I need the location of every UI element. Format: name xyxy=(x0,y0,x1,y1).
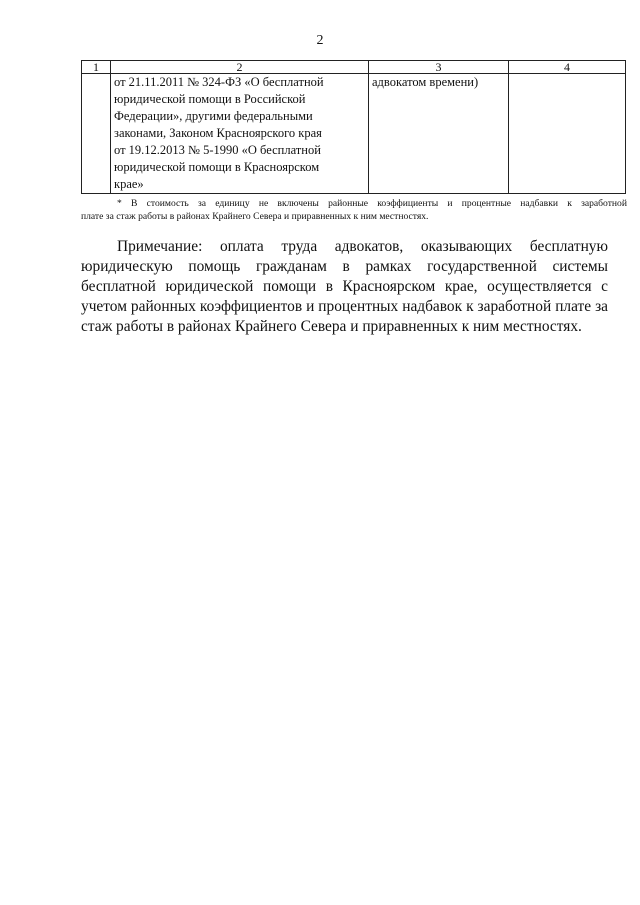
note-block xyxy=(81,237,608,337)
footnote-line-2: плате за стаж работы в районах Крайнего Севера и приравненных к ним местностях. xyxy=(81,211,429,222)
table-cell-col2 xyxy=(111,74,369,194)
table-cell-col1 xyxy=(82,74,111,194)
table-header-cell-3: 3 xyxy=(369,61,509,74)
table-cell-col3-text: адвокатом времени) xyxy=(372,75,479,89)
table-cell-col4 xyxy=(509,74,626,194)
table-row xyxy=(82,74,626,194)
table-header-cell-1: 1 xyxy=(82,61,111,74)
footnote xyxy=(81,197,627,223)
table-header-cell-4: 4 xyxy=(509,61,626,74)
table-header-row xyxy=(82,61,626,74)
table-header-cell-2: 2 xyxy=(111,61,369,74)
footnote-line-1: * В стоимость за единицу не включены районные коэффициенты и процентные надбавки к заработной xyxy=(117,198,627,209)
note-paragraph: Примечание: оплата труда адвокатов, оказывающих бесплатную юридическую помощь гражданам в рамках государственной системы бесплатной юридической помощи в Красноярском крае, осуществляется с учетом районных коэффициентов и процентных надбавок к заработной плате за стаж работы в районах Крайнего Севера и приравненных к ним местностях. xyxy=(81,238,608,335)
table-cell-col3 xyxy=(369,74,509,194)
tariff-table xyxy=(81,60,626,194)
page-number: 2 xyxy=(316,33,324,48)
table-cell-col2-text: от 21.11.2011 № 324-ФЗ «О бесплатной юридической помощи в Российской Федерации», другими федеральными законами, Законом Красноярского края от 19.12.2013 № 5-1990 «О бесплатной юридической помощи в Красноярском крае» xyxy=(114,75,324,191)
